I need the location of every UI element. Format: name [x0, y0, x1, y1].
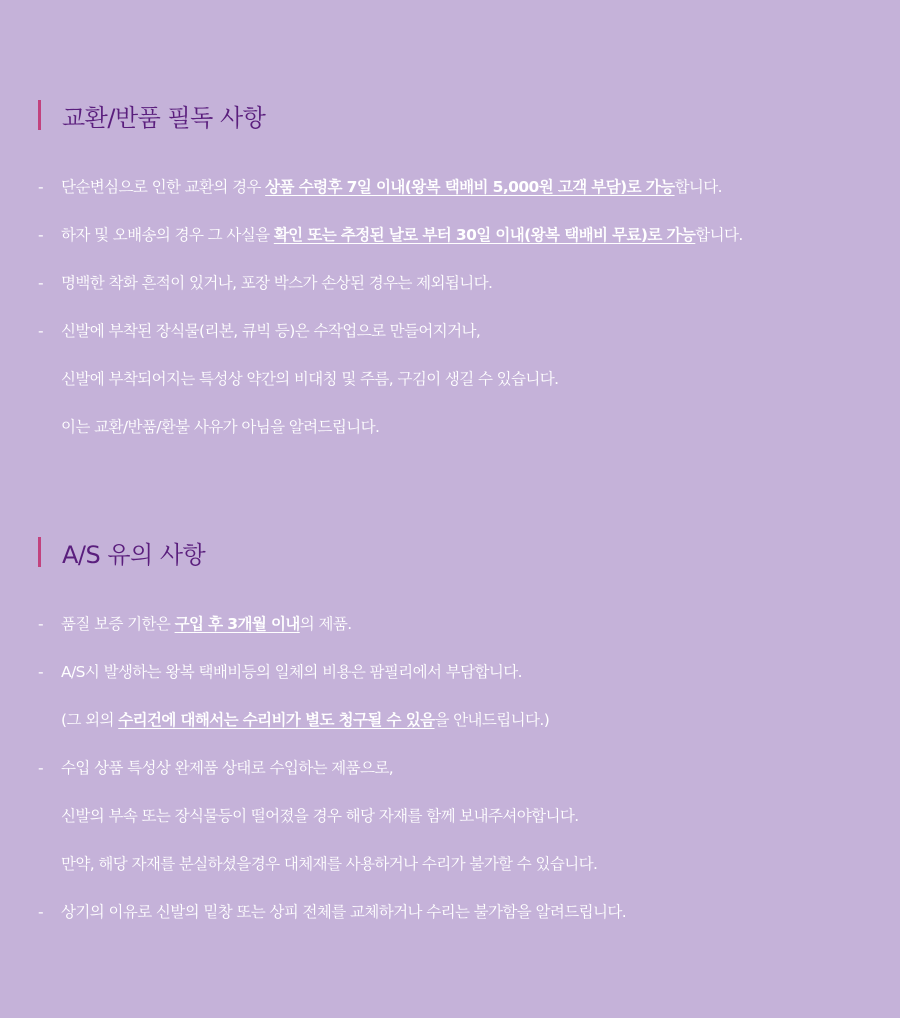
list-item	[0, 888, 900, 936]
list-item	[0, 648, 900, 696]
highlight-text: 확인 또는 추정된 날로 부터 30일 이내(왕복 택배비 무료)로 가능	[273, 226, 696, 244]
list-item-text: 단순변심으로 인한 교환의 경우 상품 수령후 7일 이내(왕복 택배비 5,000원 고객 부담)로 가능합니다.	[61, 178, 723, 196]
list-item-text: 수입 상품 특성상 완제품 상태로 수입하는 제품으로,	[61, 759, 394, 777]
list-item-text: (그 외의 수리건에 대해서는 수리비가 별도 청구될 수 있음을 안내드립니다.)	[61, 711, 550, 729]
list-item-continuation	[0, 792, 900, 840]
list-dash: -	[38, 226, 43, 244]
list-dash: -	[38, 663, 43, 681]
list-item-text: 신발에 부착되어지는 특성상 약간의 비대칭 및 주름, 구김이 생길 수 있습니다.	[61, 370, 559, 388]
list-item-text: 신발의 부속 또는 장식물등이 떨어졌을 경우 해당 자재를 함께 보내주셔야합니다.	[61, 807, 579, 825]
list-item	[0, 211, 900, 259]
list-dash: -	[38, 759, 43, 777]
list-dash: -	[38, 178, 43, 196]
as-list	[0, 600, 900, 936]
list-item-text: 신발에 부착된 장식물(리본, 큐빅 등)은 수작업으로 만들어지거나,	[61, 322, 481, 340]
list-item	[0, 259, 900, 307]
list-item-text: 이는 교환/반품/환불 사유가 아님을 알려드립니다.	[61, 418, 380, 436]
exchange-heading	[38, 93, 900, 137]
as-title: A/S 유의 사항	[62, 540, 206, 569]
list-dash: -	[38, 274, 43, 292]
heading-accent-bar	[38, 537, 41, 567]
list-item-text: 명백한 착화 흔적이 있거나, 포장 박스가 손상된 경우는 제외됩니다.	[61, 274, 493, 292]
exchange-title: 교환/반품 필독 사항	[62, 103, 266, 132]
list-item-continuation	[0, 403, 900, 451]
list-item	[0, 163, 900, 211]
list-item-text: 상기의 이유로 신발의 밑창 또는 상피 전체를 교체하거나 수리는 불가함을 알려드립니다.	[61, 903, 627, 921]
list-item-continuation	[0, 355, 900, 403]
exchange-list	[0, 163, 900, 451]
highlight-text: 구입 후 3개월 이내	[174, 615, 300, 633]
list-item	[0, 307, 900, 355]
list-item-text: 하자 및 오배송의 경우 그 사실을 확인 또는 추정된 날로 부터 30일 이내(왕복 택배비 무료)로 가능합니다.	[61, 226, 743, 244]
list-item-text: A/S시 발생하는 왕복 택배비등의 일체의 비용은 팜필리에서 부담합니다.	[61, 663, 522, 681]
highlight-text: 수리건에 대해서는 수리비가 별도 청구될 수 있음	[118, 711, 435, 729]
list-dash: -	[38, 322, 43, 340]
list-item-continuation	[0, 696, 900, 744]
list-dash: -	[38, 903, 43, 921]
exchange-section	[0, 93, 900, 451]
list-item-continuation	[0, 840, 900, 888]
as-section	[0, 530, 900, 936]
as-heading	[38, 530, 900, 574]
list-item	[0, 744, 900, 792]
list-item	[0, 600, 900, 648]
list-item-text: 만약, 해당 자재를 분실하셨을경우 대체재를 사용하거나 수리가 불가할 수 있습니다.	[61, 855, 598, 873]
list-dash: -	[38, 615, 43, 633]
highlight-text: 상품 수령후 7일 이내(왕복 택배비 5,000원 고객 부담)로 가능	[265, 178, 675, 196]
heading-accent-bar	[38, 100, 41, 130]
list-item-text: 품질 보증 기한은 구입 후 3개월 이내의 제품.	[61, 615, 352, 633]
